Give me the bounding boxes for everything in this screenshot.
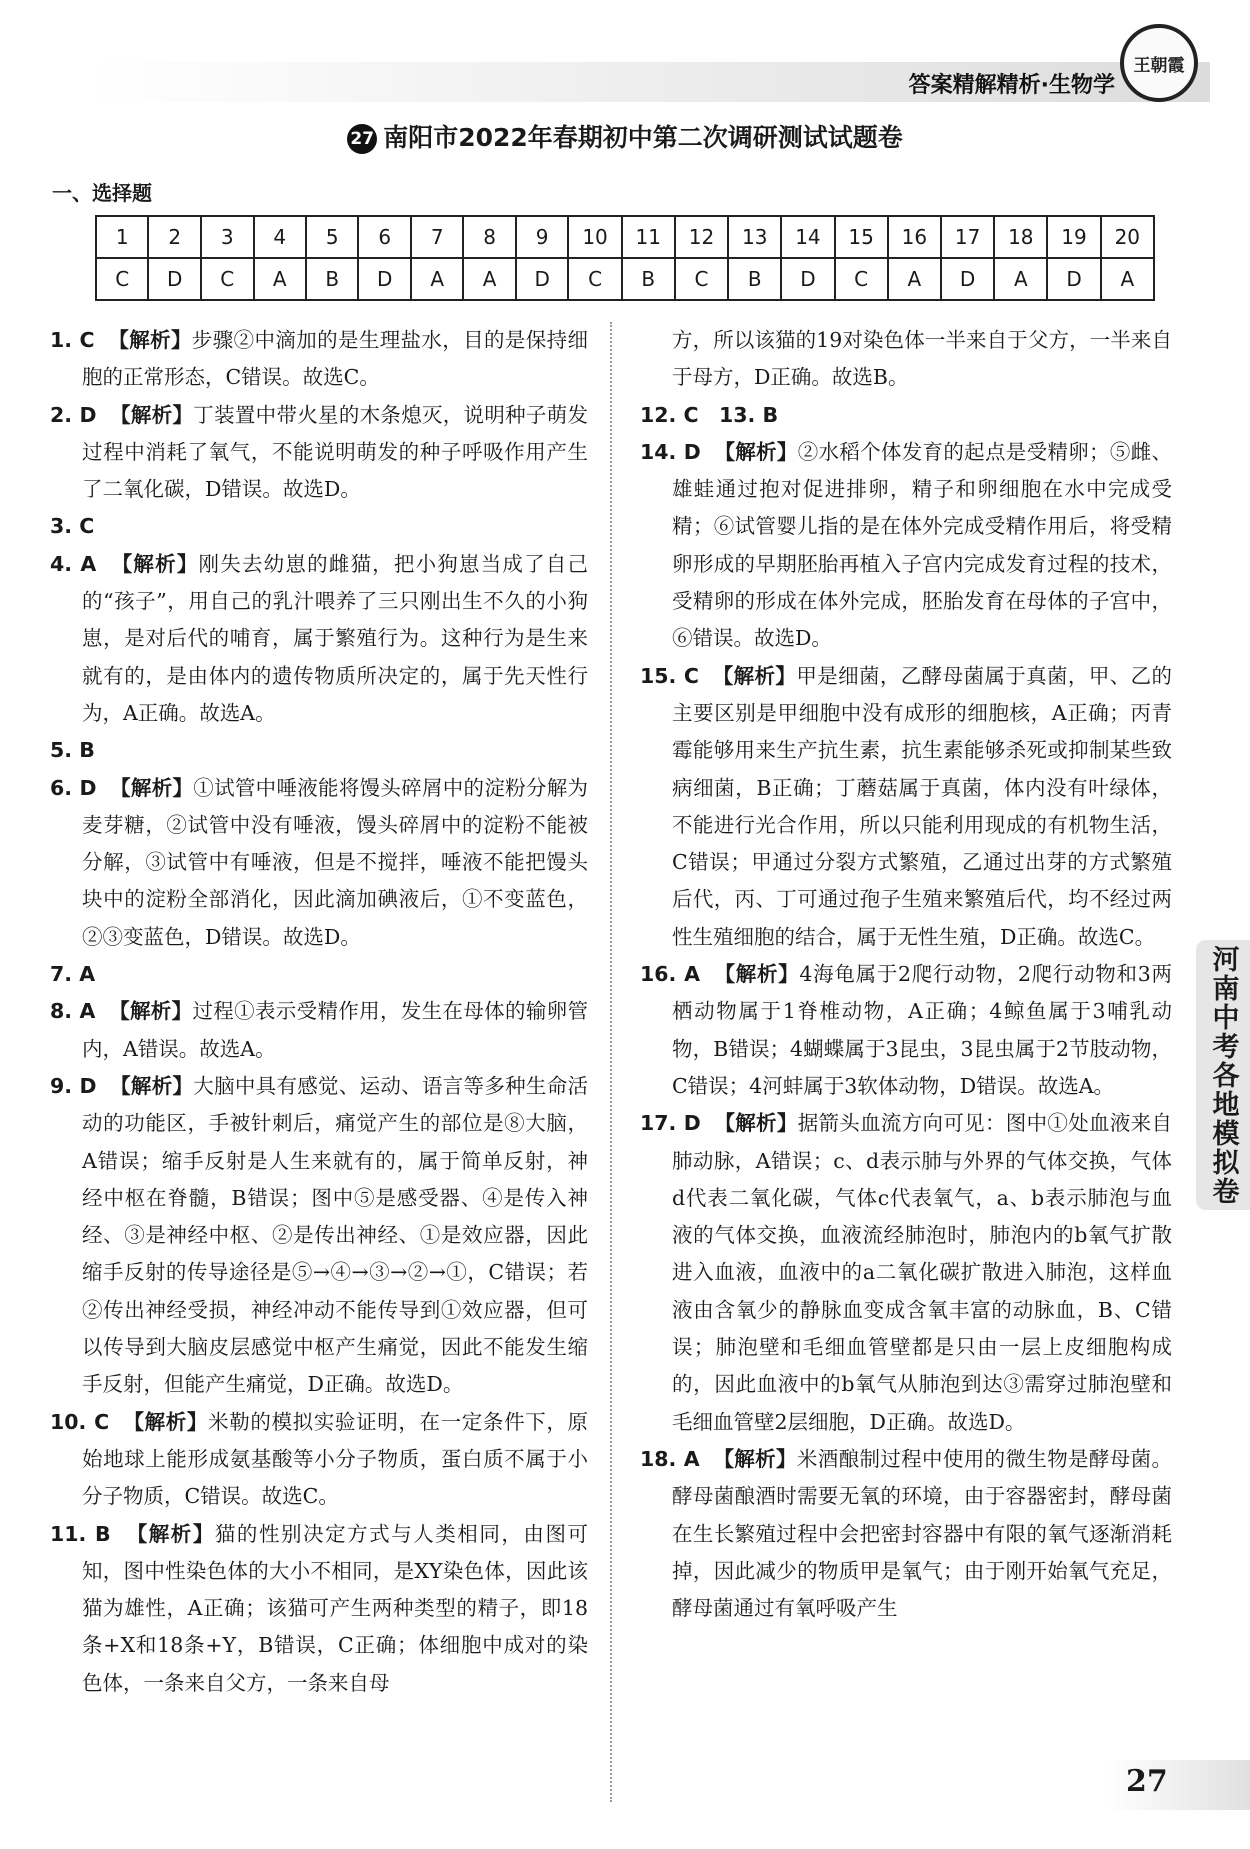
question-label: 4. A <box>50 551 97 576</box>
analysis-tag: 【解析】 <box>714 439 798 464</box>
logo-text: 王朝霞 <box>1133 55 1185 76</box>
answer-table-answer-row <box>96 258 1154 300</box>
answer-cell: A <box>994 258 1047 300</box>
question-label: 5. B <box>50 738 95 763</box>
answer-explanation <box>50 956 588 993</box>
question-label: 17. D <box>640 1111 701 1136</box>
question-number-cell: 19 <box>1047 216 1100 258</box>
question-number-cell: 1 <box>96 216 148 258</box>
answer-explanation <box>640 1105 1172 1441</box>
question-number-cell: 20 <box>1101 216 1154 258</box>
explanation-text: 4海龟属于2爬行动物，2爬行动物和3两栖动物属于1脊椎动物，A正确；4鲸鱼属于3哺乳动物，B错误；4蝴蝶属于3昆虫，3昆虫属于2节肢动物，C错误；4河蚌属于3软体动物，D错误。故选A。 <box>672 962 1173 1098</box>
page-number: 27 <box>1126 1764 1168 1799</box>
answer-explanation <box>50 322 588 397</box>
question-number-cell: 17 <box>941 216 994 258</box>
question-label: 2. D <box>50 402 97 427</box>
answer-explanation <box>50 1516 588 1702</box>
explanation-text: 据箭头血流方向可见：图中①处血液来自肺动脉，A错误；c、d表示肺与外界的气体交换，气体d代表二氧化碳，气体c代表氧气，a、b表示肺泡与血液的气体交换，血液流经肺泡时，肺泡内的b氧气扩散进入血液，血液中的a二氧化碳扩散进入肺泡，这样血液由含氧少的静脉血变成含氧丰富的动脉血，B、C错误；肺泡壁和毛细血管壁都是只由一层上皮细胞构成的，因此血液中的b氧气从肺泡到达③需穿过肺泡壁和毛细血管壁2层细胞，D正确。故选D。 <box>672 1111 1172 1434</box>
answer-cell: D <box>358 258 411 300</box>
explanation-text: ①试管中唾液能将馒头碎屑中的淀粉分解为麦芽糖，②试管中没有唾液，馒头碎屑中的淀粉不能被分解，③试管中有唾液，但是不搅拌，唾液不能把馒头块中的淀粉全部消化，因此滴加碘液后，①不变蓝色，②③变蓝色，D错误。故选D。 <box>82 775 589 949</box>
answer-cell: C <box>835 258 888 300</box>
right-items <box>640 397 1172 1628</box>
answer-explanation <box>50 1404 588 1516</box>
explanation-text: ②水稻个体发育的起点是受精卵；⑤雌、雄蛙通过抱对促进排卵，精子和卵细胞在水中完成受精；⑥试管婴儿指的是在体外完成受精作用后，将受精卵形成的早期胚胎再植入子宫内完成发育过程的技术，受精卵的形成在体外完成，胚胎发育在母体的子宫中，⑥错误。故选D。 <box>672 439 1172 651</box>
question-label: 16. A <box>640 962 701 987</box>
answer-table-number-row <box>96 216 1154 258</box>
answer-cell: D <box>148 258 201 300</box>
answer-cell: D <box>1047 258 1100 300</box>
right-column <box>640 322 1172 1627</box>
explanation-text: 米酒酿制过程中使用的微生物是酵母菌。酵母菌酿酒时需要无氧的环境，由于容器密封，酵母菌在生长繁殖过程中会把密封容器中有限的氧气逐渐消耗掉，因此减少的物质甲是氧气；由于刚开始氧气充足，酵母菌通过有氧呼吸产生 <box>672 1446 1172 1621</box>
question-label: 12. C 13. B <box>640 402 779 427</box>
question-number-cell: 9 <box>516 216 569 258</box>
side-tab: 河南中考各地模拟卷 <box>1196 940 1250 1210</box>
explanation-text: 米勒的模拟实验证明，在一定条件下，原始地球上能形成氨基酸等小分子物质，蛋白质不属于小分子物质，C错误。故选C。 <box>82 1409 589 1509</box>
question-number-cell: 11 <box>622 216 675 258</box>
section-heading: 一、选择题 <box>52 181 152 205</box>
answer-cell: B <box>306 258 358 300</box>
question-number-cell: 12 <box>675 216 728 258</box>
answer-explanation <box>640 434 1172 658</box>
question-number-cell: 18 <box>994 216 1047 258</box>
question-label: 8. A <box>50 999 96 1024</box>
answer-explanation <box>50 1068 588 1404</box>
question-label: 7. A <box>50 962 96 987</box>
answer-cell: A <box>411 258 463 300</box>
analysis-tag: 【解析】 <box>713 1446 797 1471</box>
answer-cell: C <box>568 258 621 300</box>
page-header <box>0 0 1250 110</box>
analysis-tag: 【解析】 <box>126 1521 215 1546</box>
answer-cell: A <box>254 258 306 300</box>
analysis-tag: 【解析】 <box>109 999 193 1024</box>
explanation-text: 刚失去幼崽的雌猫，把小狗崽当成了自己的“孩子”，用自己的乳汁喂养了三只刚出生不久的小狗崽，是对后代的哺育，属于繁殖行为。这种行为是生来就有的，是由体内的遗传物质所决定的，属于先天性行为，A正确。故选A。 <box>82 551 589 725</box>
page-title <box>0 118 1250 154</box>
question-label: 9. D <box>50 1073 97 1098</box>
answer-cell: D <box>941 258 994 300</box>
question-number-cell: 4 <box>254 216 306 258</box>
page-number-box <box>1106 1760 1250 1810</box>
question-number-cell: 3 <box>201 216 253 258</box>
question-label: 15. C <box>640 663 699 688</box>
answer-cell: C <box>201 258 253 300</box>
answer-explanation <box>640 658 1172 956</box>
question-number-cell: 14 <box>781 216 834 258</box>
question-label: 10. C <box>50 1409 110 1434</box>
left-column <box>50 322 588 1702</box>
question-number-cell: 8 <box>463 216 515 258</box>
question-number-cell: 7 <box>411 216 463 258</box>
explanation-text: 大脑中具有感觉、运动、语言等多种生命活动的功能区，手被针刺后，痛觉产生的部位是⑧大脑，A错误；缩手反射是人生来就有的，属于简单反射，神经中枢在脊髓，B错误；图中⑤是感受器、④是传入神经、③是神经中枢、②是传出神经、①是效应器，因此缩手反射的传导途径是⑤→④→③→②→①，C错误；若②传出神经受损，神经冲动不能传导到①效应器，但可以传导到大脑皮层感觉中枢产生痛觉，因此不能发生缩手反射，但能产生痛觉，D正确。故选D。 <box>82 1073 589 1397</box>
question-number-cell: 2 <box>148 216 201 258</box>
answer-explanation <box>640 956 1172 1105</box>
analysis-tag: 【解析】 <box>110 1073 194 1098</box>
answer-cell: B <box>728 258 781 300</box>
question-number-cell: 6 <box>358 216 411 258</box>
answer-explanation <box>50 508 588 545</box>
analysis-tag: 【解析】 <box>110 402 194 427</box>
question-number-cell: 5 <box>306 216 358 258</box>
answer-explanation <box>50 546 588 732</box>
question-number-cell: 15 <box>835 216 888 258</box>
answer-explanation <box>50 397 588 509</box>
answer-explanation <box>640 1441 1172 1627</box>
header-subject: 答案精解精析·生物学 <box>908 73 1115 98</box>
question-label: 6. D <box>50 775 97 800</box>
explanation-text: 步骤②中滴加的是生理盐水，目的是保持细胞的正常形态，C错误。故选C。 <box>82 328 589 390</box>
explanation-text: 猫的性别决定方式与人类相同，由图可知，图中性染色体的大小不相同，是XY染色体，因此该猫为雄性，A正确；该猫可产生两种类型的精子，即18条+X和18条+Y，B错误，C正确；体细胞中成对的染色体，一条来自父方，一条来自母 <box>82 1521 588 1695</box>
answer-cell: A <box>888 258 941 300</box>
question-label: 11. B <box>50 1521 111 1546</box>
answer-cell: C <box>96 258 148 300</box>
title-number-badge: 27 <box>347 124 377 154</box>
publisher-logo <box>1120 24 1198 102</box>
analysis-tag: 【解析】 <box>712 663 797 688</box>
answer-explanation <box>640 397 1172 434</box>
question-label: 3. C <box>50 514 95 539</box>
answer-explanation <box>50 732 588 769</box>
answer-cell: B <box>622 258 675 300</box>
answer-cell: C <box>675 258 728 300</box>
question-number-cell: 10 <box>568 216 621 258</box>
answer-cell: A <box>1101 258 1154 300</box>
answer-cell: D <box>516 258 569 300</box>
question-number-cell: 16 <box>888 216 941 258</box>
analysis-tag: 【解析】 <box>123 1409 209 1434</box>
analysis-tag: 【解析】 <box>111 551 199 576</box>
answer-cell: D <box>781 258 834 300</box>
question-label: 14. D <box>640 439 701 464</box>
answer-explanation <box>50 993 588 1068</box>
explanation-text: 甲是细菌，乙酵母菌属于真菌，甲、乙的主要区别是甲细胞中没有成形的细胞核，A正确；丙青霉能够用来生产抗生素，抗生素能够杀死或抑制某些致病细菌，B正确；丁蘑菇属于真菌，体内没有叶绿体，不能进行光合作用，所以只能利用现成的有机物生活，C错误；甲通过分裂方式繁殖，乙通过出芽的方式繁殖后代，丙、丁可通过孢子生殖来繁殖后代，均不经过两性生殖细胞的结合，属于无性生殖，D正确。故选C。 <box>672 663 1173 949</box>
explanation-text: 过程①表示受精作用，发生在母体的输卵管内，A错误。故选A。 <box>82 999 588 1061</box>
answer-cell: A <box>463 258 515 300</box>
continuation-text: 方，所以该猫的19对染色体一半来自于父方，一半来自于母方，D正确。故选B。 <box>672 328 1172 390</box>
explanation-text: 丁装置中带火星的木条熄灭，说明种子萌发过程中消耗了氧气，不能说明萌发的种子呼吸作用产生了二氧化碳，D错误。故选D。 <box>82 402 589 502</box>
answer-explanation <box>50 770 588 956</box>
answer-table <box>95 215 1155 301</box>
analysis-tag: 【解析】 <box>714 962 800 987</box>
title-text: 南阳市2022年春期初中第二次调研测试试题卷 <box>383 123 903 152</box>
analysis-tag: 【解析】 <box>108 328 192 352</box>
analysis-tag: 【解析】 <box>110 775 194 800</box>
question-label: 18. A <box>640 1446 700 1471</box>
question-label: 1. C <box>50 328 95 352</box>
column-divider <box>610 322 612 1802</box>
question-number-cell: 13 <box>728 216 781 258</box>
analysis-tag: 【解析】 <box>714 1111 798 1136</box>
